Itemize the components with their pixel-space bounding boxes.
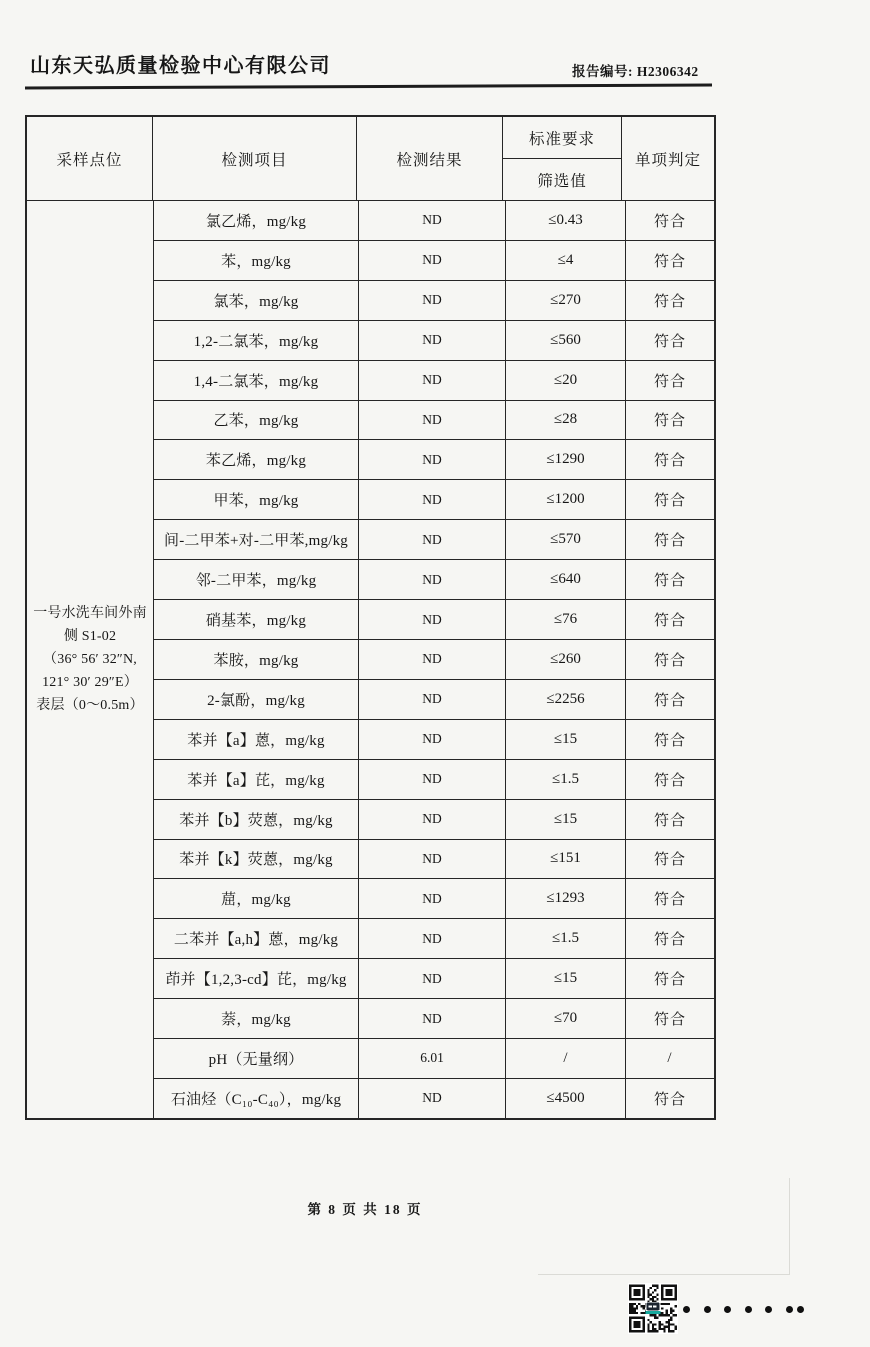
- cell-result: ND: [359, 600, 506, 639]
- table-row: [154, 720, 714, 760]
- cell-item: 苯并【a】蒽，mg/kg: [154, 720, 359, 759]
- table-row: [154, 640, 714, 680]
- cell-limit: ≤28: [506, 401, 626, 440]
- table-body: [27, 201, 714, 1118]
- cell-limit: ≤4: [506, 241, 626, 280]
- cell-limit: ≤1290: [506, 440, 626, 479]
- header-cell-item: 检测项目: [153, 117, 357, 200]
- cell-result: ND: [359, 760, 506, 799]
- page-number: 第 8 页 共 18 页: [307, 1202, 423, 1217]
- page-edge-artifact: [538, 1274, 789, 1275]
- cell-item: 氯苯，mg/kg: [154, 281, 359, 320]
- table-row: [154, 560, 714, 600]
- cell-result: ND: [359, 321, 506, 360]
- cell-judgment: 符合: [653, 812, 686, 829]
- cell-limit: /: [506, 1039, 626, 1078]
- header-cell-judgment: 单项判定: [634, 151, 701, 169]
- table-row: [154, 600, 714, 640]
- cell-item: 乙苯，mg/kg: [154, 401, 359, 440]
- cell-item: 石油烃（C₁₀-C₄₀），mg/kg: [154, 1079, 359, 1118]
- cell-result: ND: [359, 201, 506, 240]
- table-row: [154, 401, 714, 441]
- table-body-rows: [154, 201, 714, 1118]
- cell-item: 氯乙烯，mg/kg: [154, 201, 359, 240]
- table-row: [154, 959, 714, 999]
- table-row: [154, 201, 714, 241]
- cell-item: 2-氯酚，mg/kg: [154, 680, 359, 719]
- table-row: [154, 440, 714, 480]
- table-row: [154, 840, 714, 880]
- dot: [704, 1306, 711, 1313]
- cell-judgment: 符合: [653, 732, 686, 749]
- cell-limit: ≤0.43: [506, 201, 626, 240]
- cell-limit: ≤70: [506, 999, 626, 1038]
- cell-item: 茚并【1,2,3-cd】芘，mg/kg: [154, 959, 359, 998]
- sample-point-cell: [27, 201, 154, 1118]
- footer-dots: [683, 1306, 804, 1313]
- cell-item: 䓛，mg/kg: [154, 879, 359, 918]
- cell-limit: ≤1.5: [506, 919, 626, 958]
- table-row: [154, 1039, 714, 1079]
- cell-result: ND: [359, 879, 506, 918]
- header-cell-result: 检测结果: [357, 117, 503, 200]
- table-row: [154, 919, 714, 959]
- cell-item: 1,2-二氯苯，mg/kg: [154, 321, 359, 360]
- cell-judgment: 符合: [653, 972, 686, 989]
- table-row: [154, 800, 714, 840]
- dot: [683, 1306, 690, 1313]
- cell-limit: ≤1.5: [506, 760, 626, 799]
- cell-limit: ≤560: [506, 321, 626, 360]
- cell-result: ND: [359, 520, 506, 559]
- table-header-row: [27, 117, 714, 201]
- cell-result: ND: [359, 640, 506, 679]
- sample-point-line: （36° 56′ 32″N,: [43, 652, 137, 667]
- cell-result: ND: [359, 1079, 506, 1118]
- header-cell-sample-point: 采样点位: [27, 117, 153, 200]
- header-rule: [25, 84, 712, 89]
- table-row: [154, 520, 714, 560]
- cell-judgment: 符合: [653, 772, 686, 789]
- cell-result: ND: [359, 999, 506, 1038]
- cell-item: 苯，mg/kg: [154, 241, 359, 280]
- sample-point-line: 121° 30′ 29″E）: [42, 675, 138, 690]
- cell-limit: ≤20: [506, 361, 626, 400]
- cell-result: ND: [359, 919, 506, 958]
- table-row: [154, 361, 714, 401]
- table-row: [154, 879, 714, 919]
- sample-point-line: 一号水洗车间外南: [33, 606, 147, 621]
- cell-item: 1,4-二氯苯，mg/kg: [154, 361, 359, 400]
- table-row: [154, 321, 714, 361]
- table-row: [154, 241, 714, 281]
- cell-result: ND: [359, 959, 506, 998]
- cell-limit: ≤260: [506, 640, 626, 679]
- cell-result: ND: [359, 241, 506, 280]
- cell-limit: ≤640: [506, 560, 626, 599]
- cell-item: 邻-二甲苯，mg/kg: [154, 560, 359, 599]
- cell-limit: ≤270: [506, 281, 626, 320]
- cell-limit: ≤151: [506, 840, 626, 879]
- cell-item: 苯乙烯，mg/kg: [154, 440, 359, 479]
- report-number: 报告编号: H2306342: [572, 64, 699, 79]
- sample-point-line: 侧 S1-02: [63, 629, 117, 644]
- cell-result: ND: [359, 281, 506, 320]
- table-row: [154, 760, 714, 800]
- cell-result: ND: [359, 680, 506, 719]
- dot: [724, 1306, 731, 1313]
- cell-item: 萘，mg/kg: [154, 999, 359, 1038]
- dot: [797, 1306, 804, 1313]
- cell-result: ND: [359, 720, 506, 759]
- header-cell-standard: [503, 117, 622, 200]
- cell-judgment: 符合: [653, 692, 686, 709]
- cell-judgment: 符合: [653, 453, 686, 470]
- cell-judgment: 符合: [653, 1091, 686, 1108]
- cell-result: ND: [359, 440, 506, 479]
- page-edge-artifact: [789, 1178, 790, 1275]
- cell-judgment: 符合: [653, 333, 686, 350]
- cell-result: ND: [359, 560, 506, 599]
- dot: [745, 1306, 752, 1313]
- cell-judgment: 符合: [653, 1012, 686, 1029]
- cell-item: 甲苯，mg/kg: [154, 480, 359, 519]
- cell-judgment: 符合: [653, 293, 686, 310]
- cell-item: 苯并【a】芘，mg/kg: [154, 760, 359, 799]
- cell-judgment: 符合: [653, 892, 686, 909]
- cell-result: ND: [359, 800, 506, 839]
- company-name: 山东天弘质量检验中心有限公司: [30, 55, 331, 77]
- cell-result: ND: [359, 480, 506, 519]
- dot: [786, 1306, 793, 1313]
- table-row: [154, 281, 714, 321]
- table-row: [154, 1079, 714, 1118]
- cell-judgment: 符合: [653, 413, 686, 430]
- cell-result: 6.01: [359, 1039, 506, 1078]
- cell-limit: ≤15: [506, 959, 626, 998]
- cell-item: pH（无量纲）: [154, 1039, 359, 1078]
- cell-judgment: /: [667, 1049, 673, 1066]
- cell-judgment: 符合: [653, 493, 686, 510]
- cell-judgment: 符合: [653, 852, 686, 869]
- cell-limit: ≤570: [506, 520, 626, 559]
- table-row: [154, 480, 714, 520]
- cell-judgment: 符合: [653, 652, 686, 669]
- cell-item: 二苯并【a,h】蒽，mg/kg: [154, 919, 359, 958]
- cell-result: ND: [359, 840, 506, 879]
- cell-limit: ≤15: [506, 720, 626, 759]
- cell-item: 硝基苯，mg/kg: [154, 600, 359, 639]
- cell-limit: ≤4500: [506, 1079, 626, 1118]
- cell-judgment: 符合: [653, 373, 686, 390]
- cell-judgment: 符合: [653, 213, 686, 230]
- cell-judgment: 符合: [653, 932, 686, 949]
- cell-judgment: 符合: [653, 533, 686, 550]
- cell-judgment: 符合: [653, 613, 686, 630]
- header-cell-standard-requirement: 标准要求: [503, 117, 621, 159]
- cell-item: 苯胺，mg/kg: [154, 640, 359, 679]
- cell-item: 苯并【b】荧蒽，mg/kg: [154, 800, 359, 839]
- cell-limit: ≤2256: [506, 680, 626, 719]
- results-table: [25, 115, 716, 1120]
- cell-limit: ≤76: [506, 600, 626, 639]
- qr-code-icon: [628, 1283, 678, 1334]
- cell-limit: ≤1293: [506, 879, 626, 918]
- cell-result: ND: [359, 361, 506, 400]
- cell-limit: ≤1200: [506, 480, 626, 519]
- cell-judgment: 符合: [653, 253, 686, 270]
- header-cell-screening-value: 筛选值: [537, 172, 587, 190]
- cell-item: 间-二甲苯+对-二甲苯,mg/kg: [154, 520, 359, 559]
- cell-limit: ≤15: [506, 800, 626, 839]
- table-row: [154, 680, 714, 720]
- cell-item: 苯并【k】荧蒽，mg/kg: [154, 840, 359, 879]
- sample-point-line: 表层（0～0.5m）: [36, 698, 144, 713]
- cell-result: ND: [359, 401, 506, 440]
- table-row: [154, 999, 714, 1039]
- dot: [765, 1306, 772, 1313]
- cell-judgment: 符合: [653, 573, 686, 590]
